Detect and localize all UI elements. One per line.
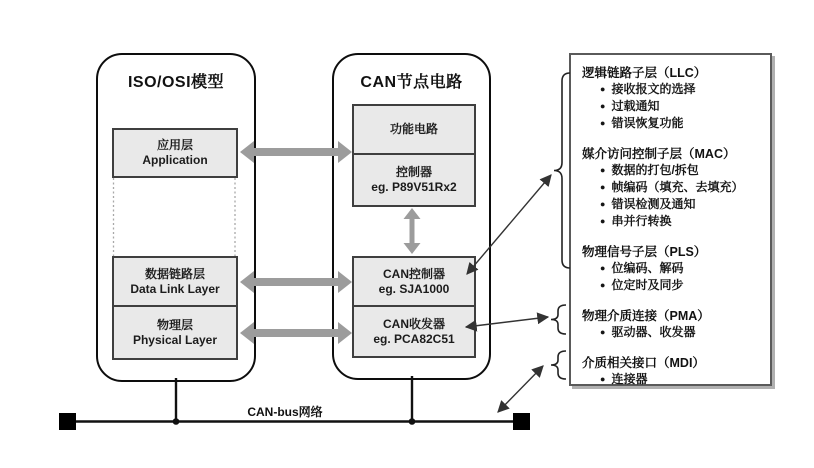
bullet-icon: ● bbox=[600, 374, 606, 384]
pma-bullet bbox=[582, 324, 764, 341]
mdi-bullet bbox=[582, 371, 764, 388]
sublayer-description-box bbox=[569, 53, 772, 386]
can-node-panel-title: CAN节点电路 bbox=[360, 74, 463, 91]
function-circuit-label: 功能电路 bbox=[389, 122, 438, 136]
mac-bullet bbox=[582, 162, 764, 179]
bus-junction-dot-left bbox=[173, 418, 180, 425]
pma-section bbox=[582, 308, 764, 341]
bullet-icon: ● bbox=[600, 280, 606, 290]
mdi-bullet-text: 连接器 bbox=[611, 372, 648, 386]
bus-junction-dot-right bbox=[409, 418, 416, 425]
physical-layer-box bbox=[112, 305, 238, 360]
llc-bullet bbox=[582, 98, 764, 115]
physical-layer-label-en: Physical Layer bbox=[132, 332, 218, 347]
llc-bullet-text: 接收报文的选择 bbox=[611, 82, 696, 96]
iso-osi-panel-title: ISO/OSI模型 bbox=[127, 74, 225, 91]
controller-label: 控制器 bbox=[395, 165, 432, 179]
llc-bullet-text: 错误恢复功能 bbox=[611, 116, 684, 130]
mac-bullet-text: 帧编码（填充、去填充） bbox=[611, 180, 744, 194]
bullet-icon: ● bbox=[600, 199, 606, 209]
can-controller-box bbox=[352, 256, 476, 307]
brace-llc-mac-pls bbox=[554, 73, 570, 268]
pma-heading: 物理介质连接（PMA） bbox=[582, 309, 710, 323]
bullet-icon: ● bbox=[600, 216, 606, 226]
bullet-icon: ● bbox=[600, 327, 606, 337]
application-layer-label-en: Application bbox=[142, 153, 208, 167]
bullet-icon: ● bbox=[600, 182, 606, 192]
pls-bullet bbox=[582, 260, 764, 277]
brace-mdi bbox=[551, 351, 566, 379]
mac-section bbox=[582, 146, 764, 230]
can-bus-network-label: CAN-bus网络 bbox=[247, 405, 323, 419]
can-transceiver-part-number: eg. PCA82C51 bbox=[373, 331, 455, 346]
can-controller-part-number: eg. SJA1000 bbox=[378, 281, 450, 296]
application-layer-box bbox=[112, 128, 238, 178]
pma-bullet-text: 驱动器、收发器 bbox=[611, 325, 696, 339]
pls-bullet-text: 位定时及同步 bbox=[611, 278, 684, 292]
can-transceiver-label: CAN收发器 bbox=[383, 316, 445, 331]
data-link-layer-label-cn: 数据链路层 bbox=[144, 266, 205, 281]
can-transceiver-box bbox=[352, 305, 476, 358]
mac-bullet-text: 串并行转换 bbox=[611, 214, 672, 228]
controller-part-number: eg. P89V51Rx2 bbox=[371, 180, 457, 194]
bullet-icon: ● bbox=[600, 118, 606, 128]
bullet-icon: ● bbox=[600, 263, 606, 273]
pls-section bbox=[582, 244, 764, 294]
llc-heading: 逻辑链路子层（LLC） bbox=[582, 66, 707, 80]
bullet-icon: ● bbox=[600, 101, 606, 111]
bullet-icon: ● bbox=[600, 84, 606, 94]
mdi-section bbox=[582, 355, 764, 388]
data-link-layer-box bbox=[112, 256, 238, 307]
function-circuit-box bbox=[352, 104, 476, 155]
data-link-layer-label-en: Data Link Layer bbox=[130, 281, 220, 296]
mac-bullet-text: 错误检测及通知 bbox=[611, 197, 696, 211]
bus-terminator-right bbox=[513, 413, 530, 430]
pls-heading: 物理信号子层（PLS） bbox=[582, 245, 707, 259]
mac-heading: 媒介访问控制子层（MAC） bbox=[582, 147, 736, 161]
controller-box bbox=[352, 153, 476, 207]
llc-section bbox=[582, 65, 764, 132]
mac-bullet bbox=[582, 179, 764, 196]
bullet-icon: ● bbox=[600, 165, 606, 175]
can-controller-label: CAN控制器 bbox=[383, 266, 445, 281]
mdi-heading: 介质相关接口（MDI） bbox=[582, 356, 705, 370]
llc-bullet-text: 过载通知 bbox=[611, 99, 660, 113]
bus-terminator-left bbox=[59, 413, 76, 430]
llc-bullet bbox=[582, 81, 764, 98]
pls-bullet bbox=[582, 277, 764, 294]
mac-bullet bbox=[582, 213, 764, 230]
llc-bullet bbox=[582, 115, 764, 132]
pls-bullet-text: 位编码、解码 bbox=[611, 261, 684, 275]
mac-bullet-text: 数据的打包/拆包 bbox=[611, 163, 699, 177]
mac-bullet bbox=[582, 196, 764, 213]
brace-pma bbox=[551, 305, 566, 334]
physical-layer-label-cn: 物理层 bbox=[156, 317, 193, 332]
application-layer-label-cn: 应用层 bbox=[156, 138, 193, 152]
arrow-bus-to-mdi bbox=[498, 366, 543, 412]
